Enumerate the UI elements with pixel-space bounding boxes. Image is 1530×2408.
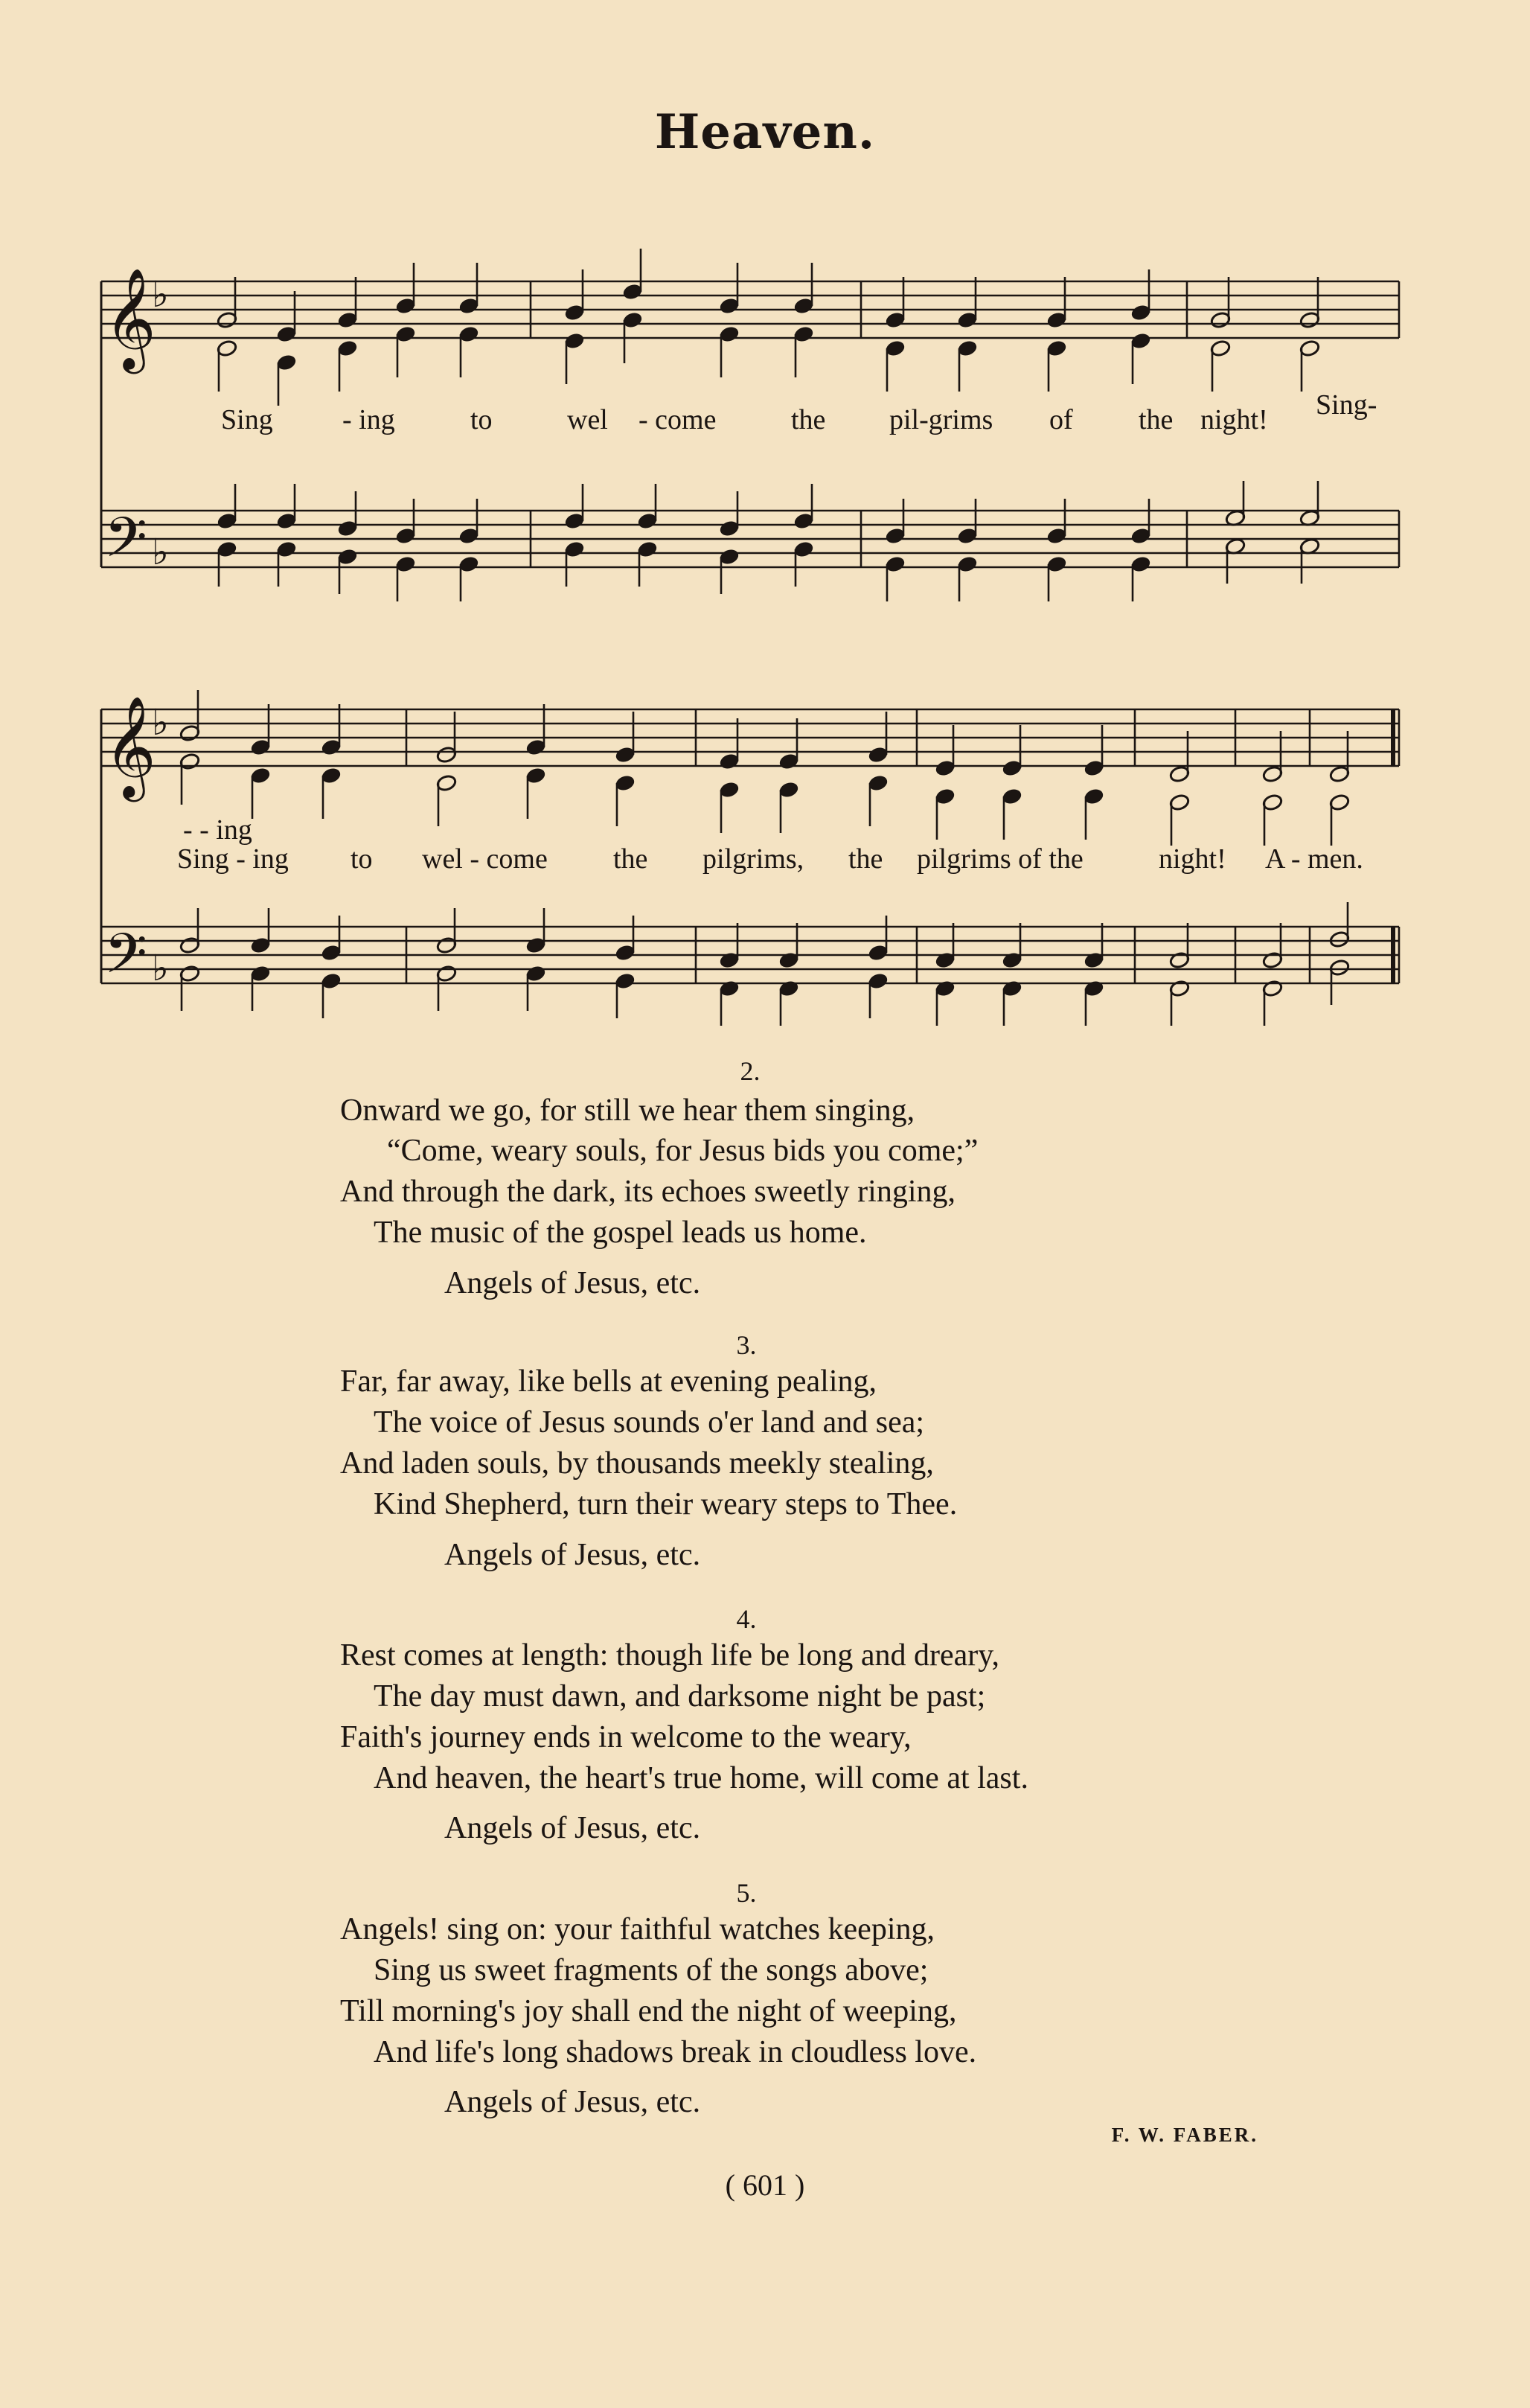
author-credit: F. W. FABER. (1111, 2124, 1258, 2146)
lyric-s1-6: the (791, 404, 826, 435)
lyric-s2-upper: - - ing (183, 814, 252, 846)
lyric-s1-10: night! (1200, 404, 1268, 435)
page-title: Heaven. (654, 104, 876, 160)
music-notes (179, 249, 1350, 1026)
verse-refrain: Angels of Jesus, etc. (444, 2085, 701, 2119)
svg-text:𝄞: 𝄞 (104, 266, 156, 369)
svg-text:𝄢: 𝄢 (104, 922, 147, 1000)
svg-text:♭: ♭ (152, 702, 169, 744)
lyric-s2-1: Sing - ing (177, 843, 289, 875)
verse-line: And laden souls, by thousands meekly stealing, (340, 1446, 934, 1481)
verse-line: Far, far away, like bells at evening pealing, (340, 1364, 877, 1399)
verse-line: And through the dark, its echoes sweetly ringing, (340, 1175, 956, 1209)
verse-refrain: Angels of Jesus, etc. (444, 1538, 701, 1572)
lyric-s1-7: pil-grims (889, 404, 993, 435)
bar-lines (101, 281, 1399, 983)
verse-line: “Come, weary souls, for Jesus bids you come;” (387, 1134, 979, 1168)
lyric-s1-3: to (470, 404, 493, 435)
svg-text:♭: ♭ (152, 948, 169, 990)
lyric-s1-2: - ing (342, 404, 395, 435)
lyric-s2-7: pilgrims of the (917, 843, 1084, 875)
svg-text:♭: ♭ (152, 531, 169, 574)
lyric-s1-1: Sing (221, 404, 273, 435)
verse-number: 4. (736, 1604, 757, 1634)
svg-text:♭: ♭ (152, 274, 169, 316)
verse-line: Till morning's joy shall end the night of weeping, (340, 1994, 957, 2028)
clefs-and-keys (104, 266, 169, 1000)
verse-number: 2. (740, 1056, 761, 1086)
lyric-s1-5: - come (638, 404, 717, 435)
verse-line: And life's long shadows break in cloudless love. (374, 2035, 977, 2069)
music-score (0, 0, 1530, 1042)
page-number: ( 601 ) (725, 2168, 805, 2202)
lyric-s1-11: Sing- (1316, 389, 1377, 421)
svg-text:𝄢: 𝄢 (104, 505, 147, 584)
verse-refrain: Angels of Jesus, etc. (444, 1811, 701, 1845)
verse-line: The voice of Jesus sounds o'er land and sea; (374, 1405, 925, 1440)
lyric-s2-5: pilgrims, (702, 843, 804, 875)
verse-line: Faith's journey ends in welcome to the weary, (340, 1720, 912, 1754)
lyric-s2-6: the (848, 843, 883, 875)
lyric-s1-8: of (1049, 404, 1073, 435)
lyric-s2-2: to (351, 843, 373, 875)
verse-line: Kind Shepherd, turn their weary steps to Thee. (374, 1487, 958, 1521)
verse-line: Sing us sweet fragments of the songs above; (374, 1953, 929, 1987)
verse-line: Angels! sing on: your faithful watches keeping, (340, 1912, 935, 1946)
lyric-s1-4: wel (567, 404, 608, 435)
verse-line: Rest comes at length: though life be long and dreary, (340, 1638, 1000, 1673)
verse-number: 5. (736, 1878, 757, 1908)
lyric-s1-9: the (1139, 404, 1174, 435)
staff-lines (101, 281, 1399, 983)
lyric-s2-3: wel - come (422, 843, 548, 875)
lyric-s2-8: night! (1159, 843, 1226, 875)
verse-line: The day must dawn, and darksome night be past; (374, 1679, 986, 1714)
verse-line: Onward we go, for still we hear them singing, (340, 1093, 915, 1128)
svg-text:𝄞: 𝄞 (104, 694, 156, 797)
verse-number: 3. (736, 1330, 757, 1360)
verse-refrain: Angels of Jesus, etc. (444, 1266, 701, 1300)
lyric-s2-9: A - men. (1265, 843, 1363, 875)
lyric-s2-4: the (613, 843, 648, 875)
verse-line: And heaven, the heart's true home, will come at last. (374, 1761, 1028, 1795)
verse-line: The music of the gospel leads us home. (374, 1216, 867, 1250)
